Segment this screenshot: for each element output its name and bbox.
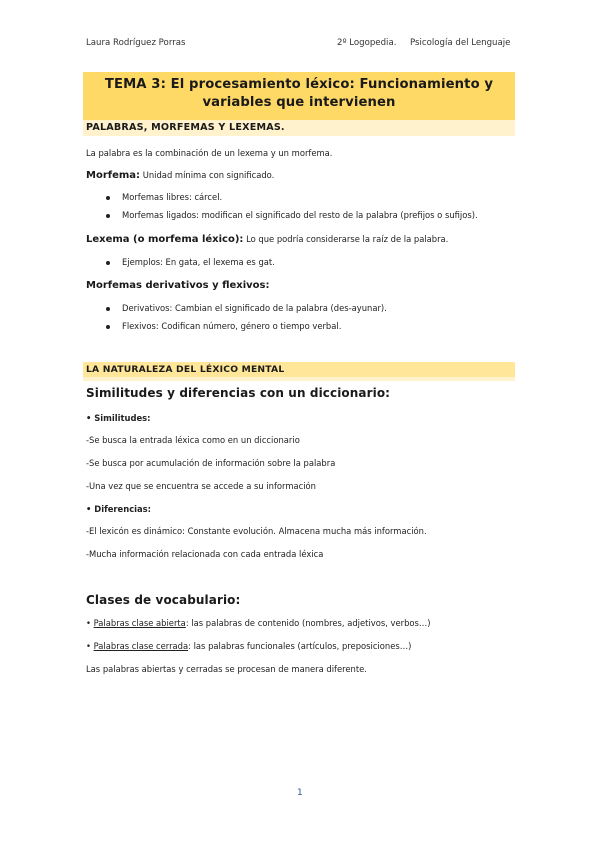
bullet-dot	[106, 307, 110, 311]
lexema-item-1: Ejemplos: En gata, el lexema es gat.	[122, 257, 275, 267]
diferencia-item-1: -El lexicón es dinámico: Constante evolución. Almacena mucha más información.	[86, 526, 427, 536]
bullet-dot	[106, 196, 110, 200]
closed-class-line	[86, 641, 411, 651]
deriv-item-1: Derivativos: Cambian el significado de la palabra (des-ayunar).	[122, 303, 387, 313]
header-course: 2º Logopedia.	[337, 38, 397, 48]
open-class-line	[86, 618, 431, 628]
closed-class-rest: : las palabras funcionales (artículos, preposiciones…)	[188, 641, 412, 651]
similitud-item-3: -Una vez que se encuentra se accede a su información	[86, 481, 316, 491]
section1-intro: La palabra es la combinación de un lexema y un morfema.	[86, 148, 333, 158]
section2-band-light	[83, 377, 515, 381]
morfema-term: Morfema:	[86, 170, 141, 181]
similitudes-label: • Similitudes:	[86, 413, 151, 423]
header-subject: Psicología del Lenguaje	[410, 38, 511, 48]
open-class-rest: : las palabras de contenido (nombres, adjetivos, verbos…)	[185, 618, 431, 628]
bullet: •	[86, 641, 94, 651]
similitud-item-1: -Se busca la entrada léxica como en un diccionario	[86, 435, 300, 445]
morfema-def: Unidad mínima con significado.	[140, 170, 275, 180]
section1-heading: PALABRAS, MORFEMAS Y LEXEMAS.	[86, 122, 285, 133]
deriv-item-2: Flexivos: Codifican número, género o tiempo verbal.	[122, 321, 342, 331]
section2-subheading: Similitudes y diferencias con un diccionario:	[86, 386, 391, 400]
lexema-term: Lexema (o morfema léxico):	[86, 234, 244, 245]
title-line-2: variables que intervienen	[202, 95, 396, 110]
diferencia-item-2: -Mucha información relacionada con cada entrada léxica	[86, 549, 324, 559]
bullet-dot	[106, 214, 110, 218]
lexema-def: Lo que podría considerarse la raíz de la palabra.	[243, 234, 449, 244]
deriv-term: Morfemas derivativos y flexivos:	[86, 280, 270, 291]
lexema-definition	[86, 234, 448, 245]
similitud-item-2: -Se busca por acumulación de información sobre la palabra	[86, 458, 336, 468]
section3-closing: Las palabras abiertas y cerradas se procesan de manera diferente.	[86, 664, 367, 674]
bullet-dot	[106, 261, 110, 265]
bullet-dot	[106, 325, 110, 329]
morfema-definition	[86, 170, 274, 181]
title-line-1: TEMA 3: El procesamiento léxico: Funcionamiento y	[104, 77, 494, 92]
bullet: •	[86, 618, 94, 628]
morfema-item-2: Morfemas ligados: modifican el significado del resto de la palabra (prefijos o sufijos).	[122, 210, 478, 220]
header-author: Laura Rodríguez Porras	[86, 38, 186, 48]
morfema-item-1: Morfemas libres: cárcel.	[122, 192, 223, 202]
diferencias-label: • Diferencias:	[86, 504, 152, 514]
open-class-term: Palabras clase abierta	[93, 618, 186, 628]
page-number: 1	[297, 788, 303, 798]
closed-class-term: Palabras clase cerrada	[93, 641, 189, 651]
section3-subheading: Clases de vocabulario:	[86, 593, 241, 607]
section2-heading: LA NATURALEZA DEL LÉXICO MENTAL	[86, 364, 285, 375]
